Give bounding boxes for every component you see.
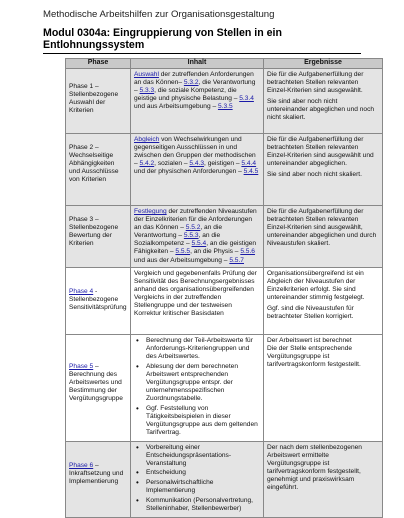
list-item: • Berechnung der Teil-Arbeitswerte für Anforderungs-Kriteriengruppen und des Arbeitswertes. [146, 337, 260, 361]
result-text: Der nach dem stellenbezogenen Arbeitswert ermittelte Vergütungsgruppe ist tarifvertragskonform festgestellt, genehmigt und praxiswirksam eingeführt. [267, 443, 362, 492]
content-text: und aus der Arbeitsumgebung – [134, 256, 230, 264]
column-header-ergebnisse: Ergebnisse [264, 59, 383, 69]
result-text: Die für die Aufgabenerfüllung der betrachteten Stellen relevanten Einzel-Kriterien sind ausgewählt, untereinander abgeglichen und durch Niveaustufen skaliert. [267, 208, 377, 248]
result-cell [264, 334, 383, 441]
phase-6-link[interactable]: Phase 6 [69, 461, 94, 469]
result-text: Der Arbeitswert ist berechnet [267, 336, 352, 344]
section-link[interactable]: 5.4.5 [243, 168, 259, 176]
list-item: • Kommunikation (Personalvertretung, Stelleninhaber, Stellenbewerber) [146, 497, 260, 513]
list-item: • Personalwirtschaftliche Implementierung [146, 479, 260, 495]
phase-cell [66, 134, 131, 206]
section-link[interactable]: 5.3.3 [139, 87, 155, 95]
content-text: der zutreffenden Anforderungen an das Können– [134, 71, 254, 87]
section-link[interactable]: 5.5.2 [185, 224, 201, 232]
phase-subtitle: Stellenbezogene Auswahl der Kriterien [69, 91, 119, 115]
list-item: • Entscheidung [146, 469, 260, 477]
phase-cell [66, 441, 131, 517]
result-text: Ggf. sind die Niveaustufen für betrachteter Stellen korrigiert. [267, 305, 354, 321]
section-link[interactable]: 5.3.5 [217, 103, 233, 111]
series-title: Methodische Arbeitshilfen zur Organisationsgestaltung [43, 9, 275, 20]
table-row [66, 267, 383, 334]
step-list [134, 444, 260, 514]
column-header-phase: Phase [66, 59, 131, 69]
result-text: Sie sind aber noch nicht skaliert. [267, 171, 362, 179]
title-rule [43, 53, 361, 54]
list-item: • Ggf. Feststellung von Tätigkeitsbeispielen in dieser Vergütungsgruppe aus dem geltenden Tarifvertrag. [146, 405, 260, 437]
phase-cell [66, 69, 131, 134]
content-text: der zutreffenden Niveaustufen der Einzelkriterien für die Anforderungen an das Können – [134, 208, 257, 232]
phase-subtitle: Stellenbezogene Sensitivitätsprüfung [69, 295, 127, 311]
phase-table [65, 58, 383, 518]
festlegung-link[interactable]: Festlegung [134, 208, 167, 215]
content-cell [131, 441, 264, 517]
result-cell [264, 134, 383, 206]
content-text: , sozialen – [154, 160, 190, 168]
table-row [66, 334, 383, 441]
content-text: , geistigen – [204, 160, 242, 168]
phase-cell [66, 267, 131, 334]
table-row [66, 134, 383, 206]
column-header-inhalt: Inhalt [131, 59, 264, 69]
phase-title: Phase 1 – [69, 83, 99, 90]
module-title: Modul 0304a: Eingruppierung von Stellen in ein Entlohnungssystem [43, 27, 282, 51]
result-cell [264, 69, 383, 134]
table-header-row [66, 59, 383, 69]
section-link[interactable]: 5.3.2 [183, 79, 199, 87]
content-text: , an die geistigen Fähigkeiten – [134, 240, 257, 256]
content-text: , an die Verantwortung – [134, 224, 223, 240]
result-text: Sie sind aber noch nicht untereinander abgeglichen und noch nicht skaliert. [267, 98, 375, 122]
content-text: , an die Sozialkompetenz – [134, 232, 221, 248]
phase-dash: – [93, 461, 99, 469]
content-text: , an die Physis – [190, 248, 241, 256]
phase-subtitle: Stellenbezogene Bewertung der Kriterien [69, 224, 119, 248]
content-text: von Wechselwirkungen und gegenseitigen Ausschlüssen in und zwischen den Gruppen der methodischen – [134, 136, 256, 168]
result-cell [264, 267, 383, 334]
list-item: • Ablesung der dem berechneten Arbeitswert entsprechenden Vergütungsgruppe entspr. der unternehmensspezifischen Zuordnungstabelle. [146, 363, 260, 403]
table-row [66, 206, 383, 268]
phase-subtitle: Wechselseitige Abhängigkeiten und Ausschlüsse von Kriterien [69, 152, 119, 184]
phase-5-link[interactable]: Phase 5 [69, 362, 94, 370]
result-text: Organisationsübergreifend ist ein Abgleich der Niveaustufen der Einzelkriterien erfolgt. Sie sind untereinander stimmig festgelegt. [267, 269, 365, 301]
section-link[interactable]: 5.5.5 [175, 248, 191, 256]
content-text: und aus Arbeitsumgebung – [134, 103, 218, 111]
result-text: Die für die Aufgabenerfüllung der betrachteten Stellen relevanten Einzel-Kriterien sind ausgewählt. [267, 71, 364, 95]
phase-title: Phase 2 – [69, 144, 99, 151]
result-cell [264, 441, 383, 517]
section-link[interactable]: 5.5.4 [191, 240, 207, 248]
content-text: , die Verantwortung – [134, 79, 256, 95]
table-row [66, 441, 383, 517]
section-link[interactable]: 5.5.6 [240, 248, 255, 256]
section-link[interactable]: 5.4.3 [189, 160, 205, 168]
phase-dash: – [93, 362, 99, 370]
content-text: , die soziale Kompetenz, die geistige und physische Belastung – [134, 87, 240, 103]
table-row [66, 69, 383, 134]
phase-subtitle: Berechnung des Arbeitswertes und Bestimmung der Vergütungsgruppe [69, 370, 123, 403]
phase-cell [66, 206, 131, 268]
phase-title: Phase 3 – [69, 216, 99, 223]
content-text: Vergleich und gegebenenfalls Prüfung der Sensitivität des Berechnungsergebnisses anhand des organisationsübergreifenden Vergleichs in der zutreffenden Stellengruppe und der testweisen Korrektur kritischer Basisdaten [134, 269, 257, 318]
section-link[interactable]: 5.3.4 [239, 95, 254, 103]
content-cell [131, 334, 264, 441]
phase-4-link[interactable]: Phase 4 [69, 287, 94, 295]
section-link[interactable]: 5.4.4 [241, 160, 257, 168]
content-text: und der physischen Anforderungen – [134, 168, 244, 176]
section-link[interactable]: 5.5.3 [183, 232, 199, 240]
phase-subtitle: Inkraftsetzung und Implementierung [69, 469, 124, 485]
auswahl-link[interactable]: Auswahl [134, 71, 159, 78]
list-item: • Vorbereitung einer Entscheidungspräsentations-Veranstaltung [146, 444, 260, 468]
phase-dash: - [93, 287, 98, 295]
content-cell [131, 267, 264, 334]
section-link[interactable]: 5.4.2 [139, 160, 155, 168]
abgleich-link[interactable]: Abgleich [134, 136, 160, 143]
result-text: Die für die Aufgabenerfüllung der betrachteten Stellen relevanten Einzel-Kriterien sind ausgewählt und untereinander abgeglichen. [267, 136, 374, 168]
section-link[interactable]: 5.5.7 [229, 256, 244, 264]
step-list [134, 337, 260, 437]
result-cell [264, 206, 383, 268]
phase-cell [66, 334, 131, 441]
content-cell [131, 206, 264, 268]
result-text: Die der Stelle entsprechende Vergütungsgruppe ist tarifvertragskonform festgestellt. [267, 344, 361, 368]
content-cell [131, 134, 264, 206]
content-cell [131, 69, 264, 134]
